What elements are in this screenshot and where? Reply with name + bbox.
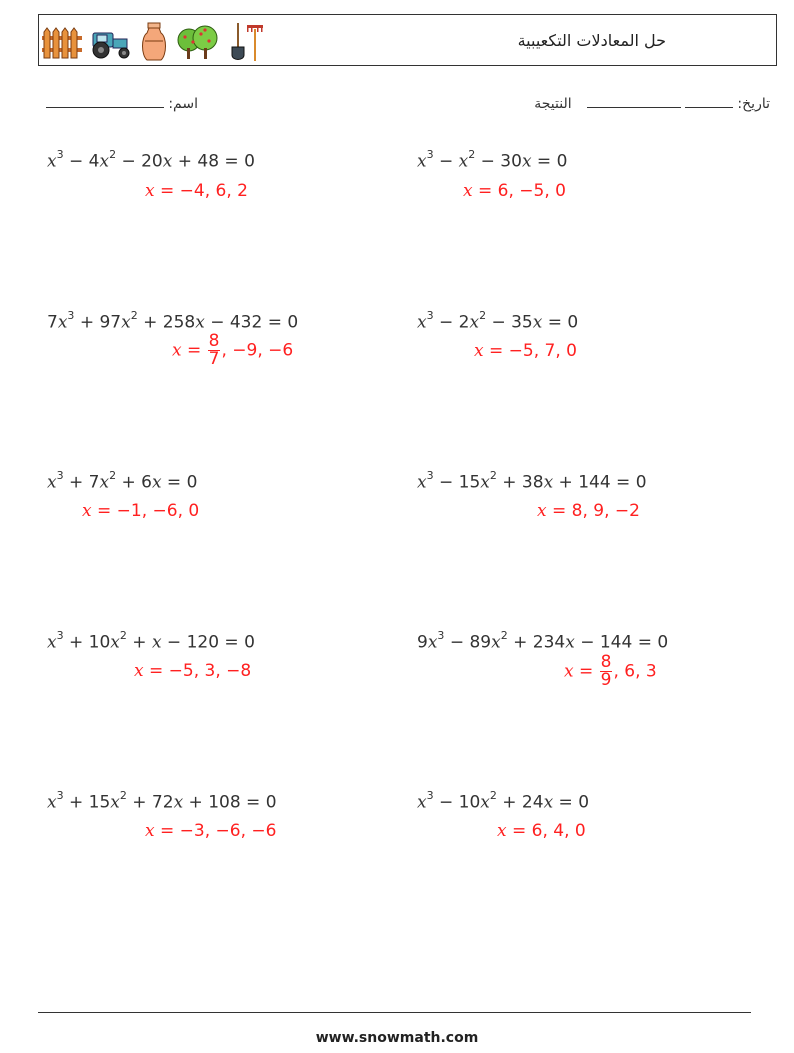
worksheet-title: حل المعادلات التكعيبية [517,31,666,50]
problem-3-answer [172,333,293,368]
answer-variable: x [145,821,155,841]
name-label: اسم: [168,96,198,112]
date-blank[interactable] [685,93,733,108]
problem-7-question: $x^3 + 10x^2 + x - 120 = 0$ [47,629,255,653]
answer-variable: x [145,181,155,201]
problem-2-answer: x = 6, −5, 0 [463,181,566,201]
tractor-icon [89,25,133,59]
problem-1-question: $x^3 - 4x^2 - 20x + 48 = 0$ [47,148,255,172]
date-label: تاريخ: [737,96,770,112]
header-icons [41,20,265,64]
problem-8-answer [564,654,657,689]
footer-divider [38,1012,751,1013]
problem-6-question: $x^3 - 15x^2 + 38x + 144 = 0$ [417,469,647,493]
problem-4-answer: x = −5, 7, 0 [474,341,577,361]
problem-3-answer-prefix: x = [172,340,207,361]
fence-icon [41,24,83,60]
answer-variable: x [463,181,473,201]
answer-variable: x [172,340,182,361]
problem-8-answer-prefix: x = [564,661,599,682]
problem-7-answer: x = −5, 3, −8 [134,661,252,681]
problem-8-question: $9x^3 - 89x^2 + 234x - 144 = 0$ [417,629,669,653]
shovel-rake-icon [227,21,265,63]
problem-6-answer: x = 8, 9, −2 [537,501,640,521]
answer-variable: x [474,341,484,361]
answer-variable: x [564,661,574,682]
date-blank-2[interactable] [587,93,681,108]
problem-3-question: $7x^3 + 97x^2 + 258x - 432 = 0$ [47,309,299,333]
name-blank[interactable] [46,93,164,108]
problem-10-question: $x^3 - 10x^2 + 24x = 0$ [417,789,590,813]
score-label: النتيجة [534,96,572,112]
problem-5-question: $x^3 + 7x^2 + 6x = 0$ [47,469,198,493]
problem-8-answer-suffix: , 6, 3 [613,661,657,682]
problem-3-answer-suffix: , −9, −6 [221,340,294,361]
fraction-denominator: 9 [600,670,612,690]
date-score-field [534,93,770,112]
problem-10-answer: x = 6, 4, 0 [497,821,586,841]
footer-url[interactable]: www.snowmath.com [315,1030,479,1046]
problem-1-answer: x = −4, 6, 2 [145,181,248,201]
fraction-numerator: 8 [600,652,612,672]
problem-5-answer: x = −1, −6, 0 [82,501,200,521]
name-field [46,93,198,112]
problem-2-question: $x^3 - x^2 - 30x = 0$ [417,148,568,172]
answer-variable: x [537,501,547,521]
problem-4-question: $x^3 - 2x^2 - 35x = 0$ [417,309,579,333]
answer-variable: x [82,501,92,521]
jug-icon [139,21,169,63]
problem-8-answer-fraction [600,654,613,689]
answer-variable: x [134,661,144,681]
tree-bush-icon [175,24,221,60]
answer-variable: x [497,821,507,841]
problem-3-answer-fraction [208,333,221,368]
fraction-denominator: 7 [208,349,220,369]
problem-9-answer: x = −3, −6, −6 [145,821,277,841]
fraction-numerator: 8 [208,331,220,351]
worksheet-header [38,14,777,66]
problem-9-question: $x^3 + 15x^2 + 72x + 108 = 0$ [47,789,277,813]
